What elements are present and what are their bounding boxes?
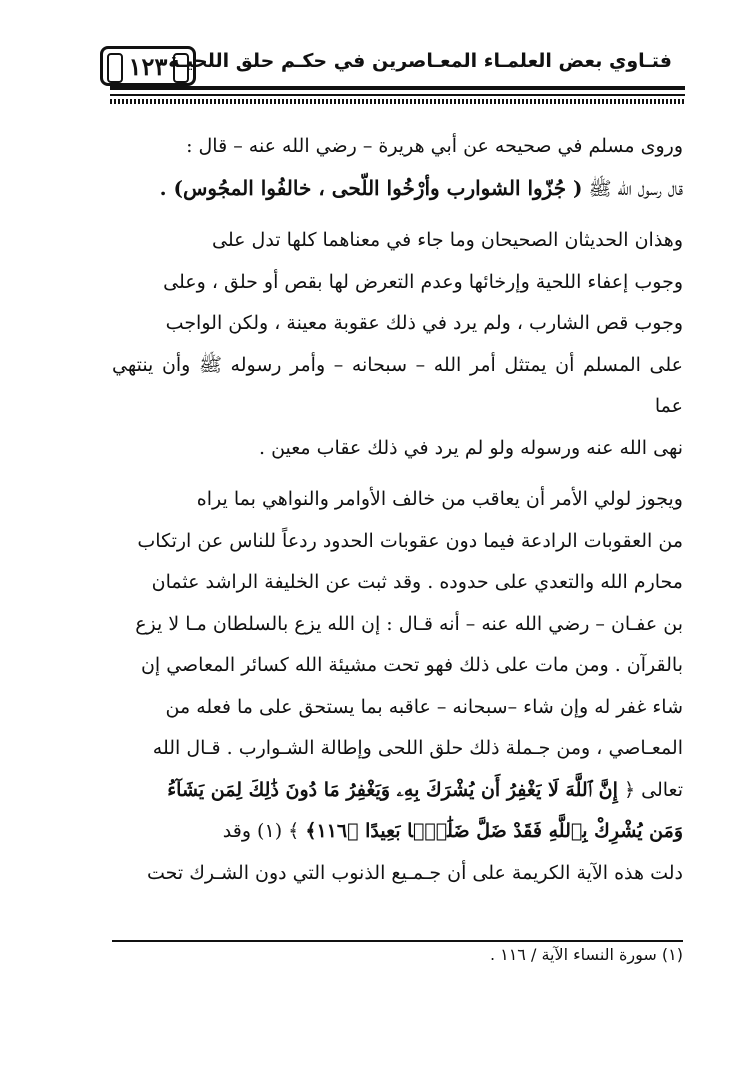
text-line: وجوب قص الشارب ، ولم يرد في ذلك عقوبة معينة ، ولكن الواجب xyxy=(165,312,683,334)
text-line: وجوب إعفاء اللحية وإرخائها وعدم التعرض لها بقص أو حلق ، وعلى xyxy=(163,270,683,293)
text-line: المعـاصي ، ومن جـملة ذلك حلق اللحى وإطالة الشـوارب . قـال الله xyxy=(152,737,683,759)
text-line: نهى الله عنه ورسوله ولو لم يرد في ذلك عقاب معين . xyxy=(258,436,683,459)
text-line: ويجوز لولي الأمر أن يعاقب من خالف الأوامر والنواهي بما يراه xyxy=(196,488,683,510)
page-header xyxy=(100,42,680,100)
text-line xyxy=(112,168,683,211)
text-line: وهذان الحديثان الصحيحان وما جاء في معناهما كلها تدل على xyxy=(212,229,683,251)
running-title: فتـاوي بعض العلمـاء المعـاصرين في حكـم حلق اللحيـة xyxy=(168,50,672,72)
text-segment: قال رسول الله ﷺ xyxy=(588,177,683,200)
text-segment: تعالى ﴿ xyxy=(623,778,683,801)
footnote: (١) سورة النساء الآية / ١١٦ . xyxy=(489,945,683,964)
page-number: ١٢٣ xyxy=(128,51,168,81)
header-rule-thick xyxy=(110,86,685,90)
footnote-divider xyxy=(112,940,683,942)
text-line xyxy=(112,770,683,812)
quran-verse-part1: إِنَّ ٱللَّهَ لَا يَغْفِرُ أَن يُشْرَكَ بِهِۦ وَيَغْفِرُ مَا دُونَ ذَٰلِكَ لِمَن يَشَآءُ xyxy=(167,778,618,801)
header-rule-hatched xyxy=(110,99,685,104)
main-text xyxy=(112,126,683,894)
verse-close: ﴾ (١) وقد xyxy=(222,820,300,842)
text-line: دلت هذه الآية الكريمة على أن جـمـيع الذنوب التي دون الشـرك تحت xyxy=(147,861,683,884)
text-line xyxy=(112,811,683,853)
text-line: محارم الله والتعدي على حدوده . وقد ثبت عن الخليفة الراشد عثمان xyxy=(151,571,683,593)
quran-verse-part2: وَمَن يُشْرِكْ بِٱللَّهِ فَقَدْ ضَلَّ ضَلَٰلًۢا بَعِيدًا ﴿١١٦﴾ xyxy=(305,820,683,842)
text-line: من العقوبات الرادعة فيما دون عقوبات الحدود ردعاً للناس عن ارتكاب xyxy=(137,529,683,552)
text-line: على المسلم أن يمتثل أمر الله – سبحانه – وأمر رسوله ﷺ وأن ينتهي عما xyxy=(112,353,683,417)
header-rule-thin xyxy=(110,94,685,96)
text-line: وروى مسلم في صحيحه عن أبي هريرة – رضي الله عنه – قال : xyxy=(186,135,683,157)
text-line: شاء غفر له وإن شاء –سبحانه – عاقبه بما يستحق على ما فعله من xyxy=(165,695,683,718)
hadith-quote: ( جُزّوا الشوارب وأرْخُوا اللّحى ، خالفُوا المجُوس) . xyxy=(159,175,583,200)
text-line: بالقرآن . ومن مات على ذلك فهو تحت مشيئة الله كسائر المعاصي إن xyxy=(140,654,683,676)
text-line: بن عفـان – رضي الله عنه – أنه قـال : إن الله يزع بالسلطان مـا لا يزع xyxy=(135,612,683,635)
